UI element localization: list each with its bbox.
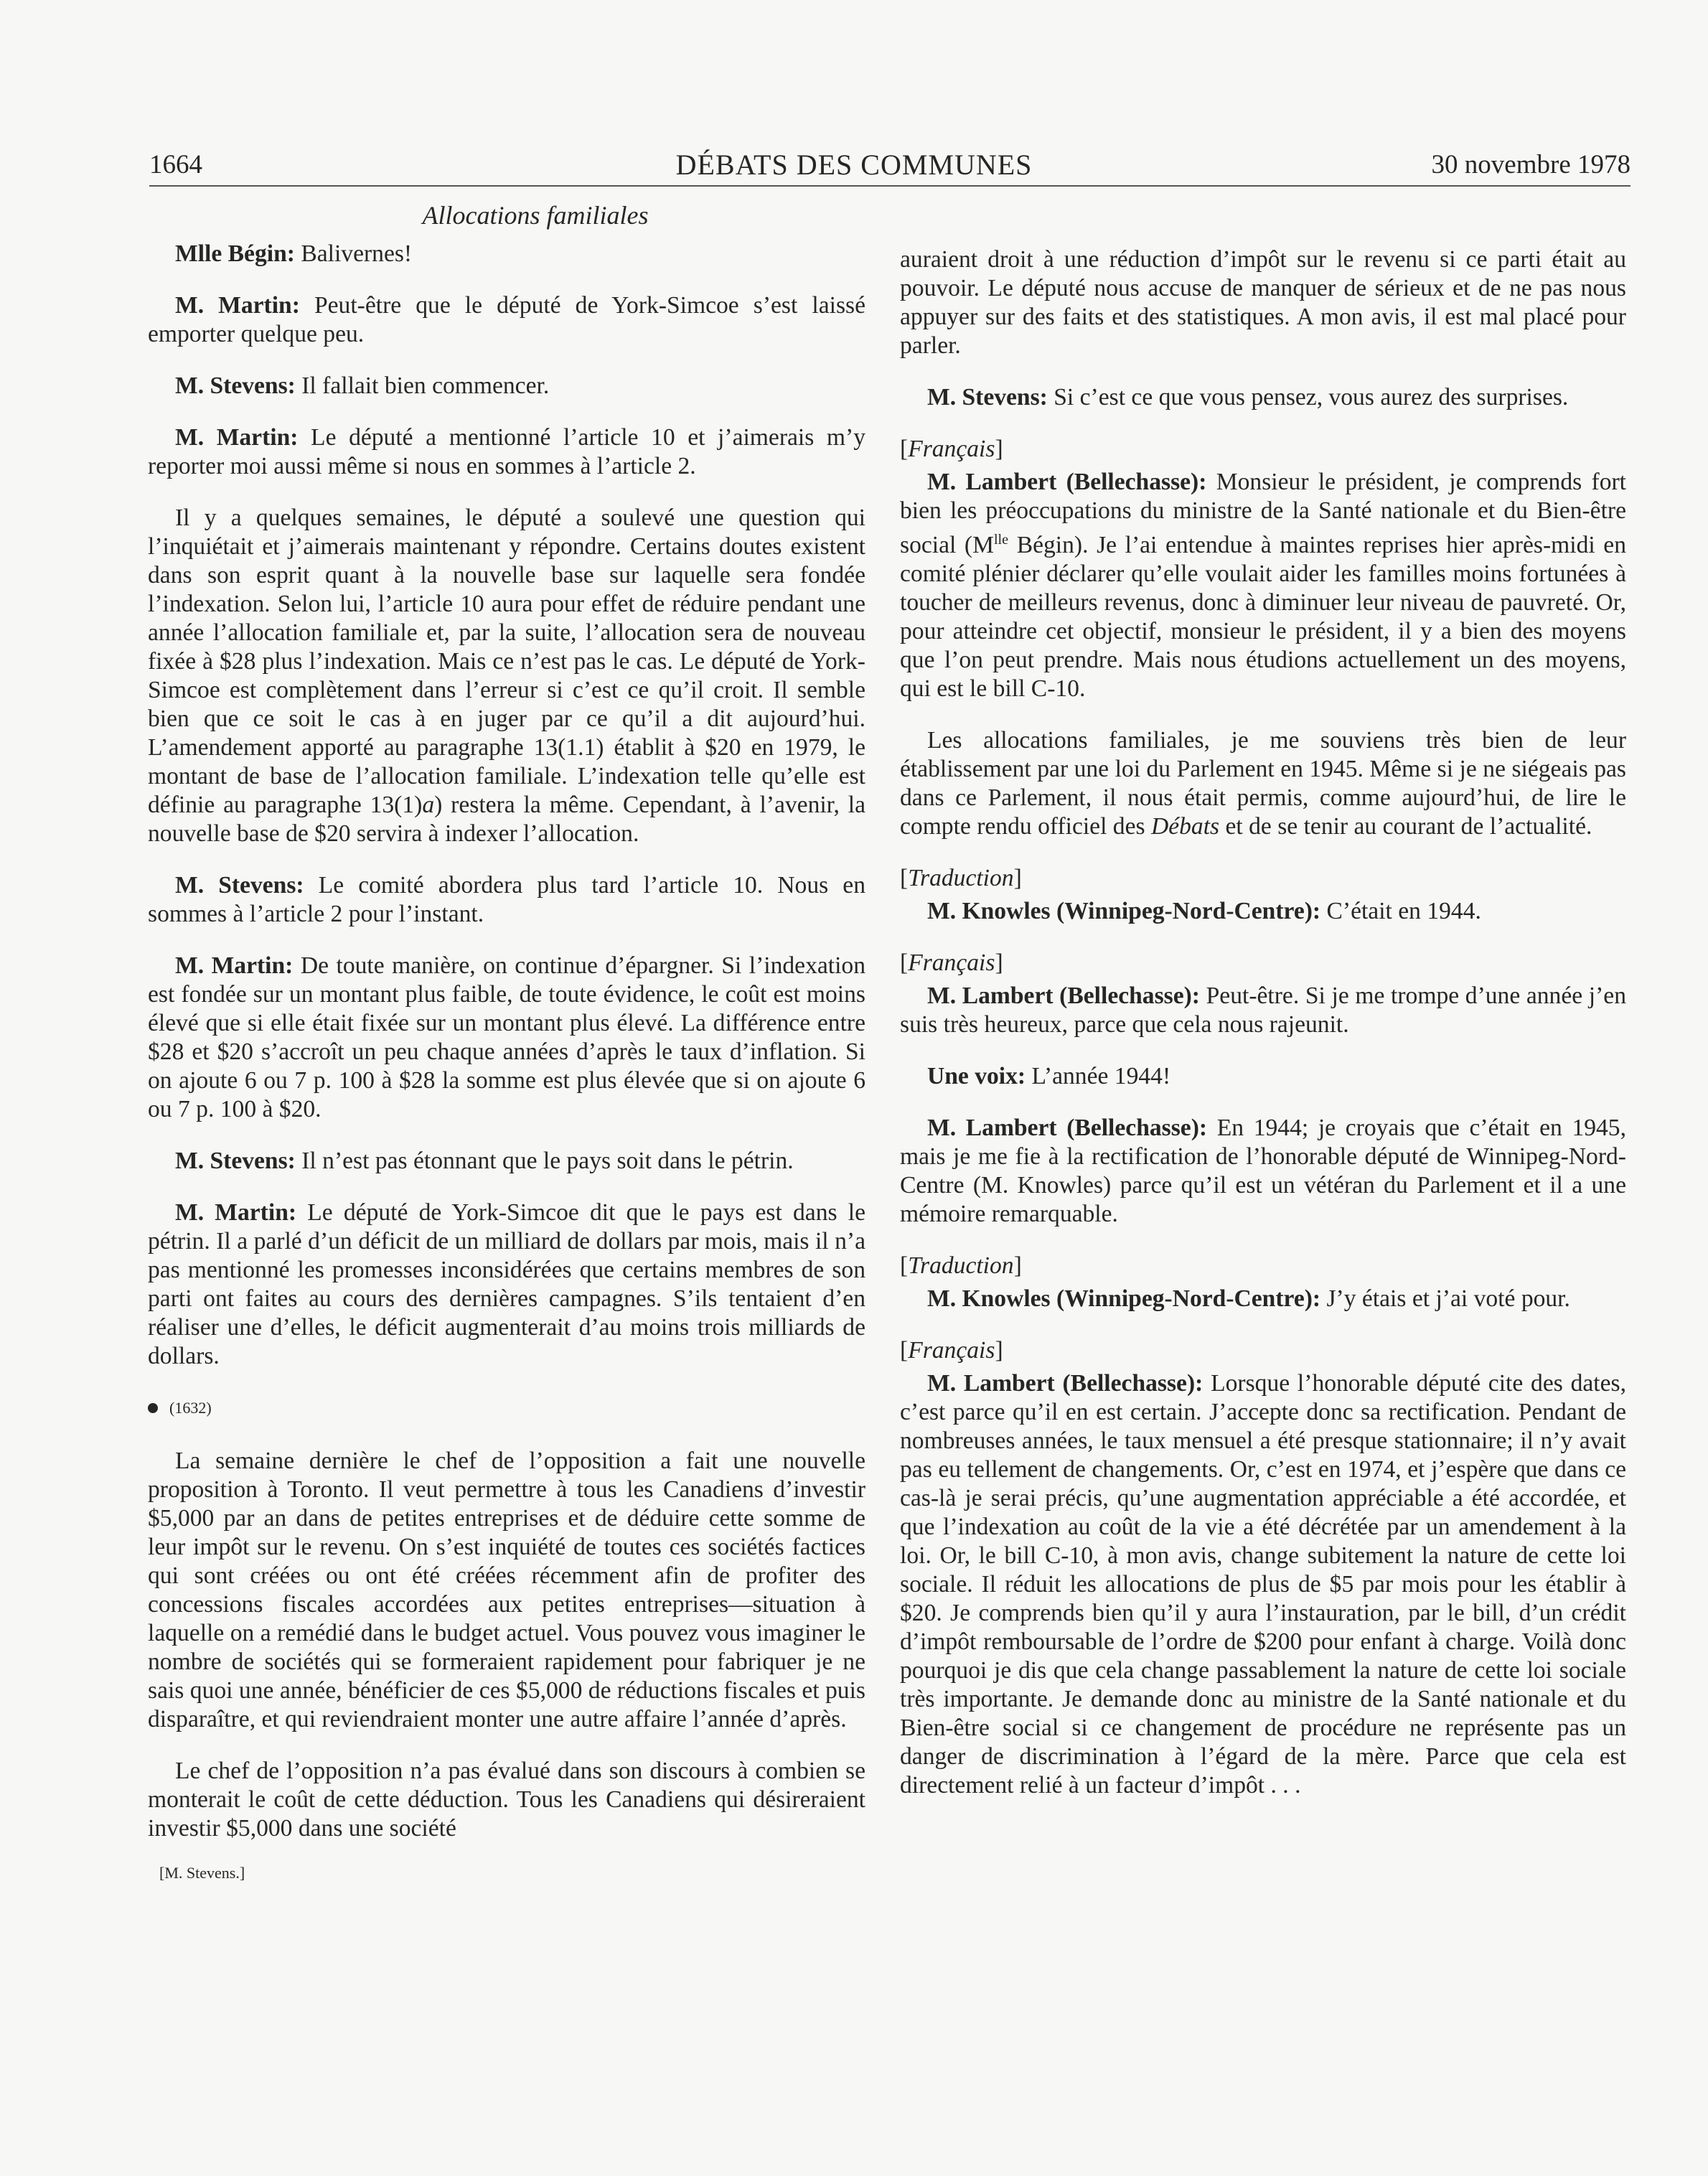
paragraph: M. Stevens: Il n’est pas étonnant que le pays soit dans le pétrin. xyxy=(175,1148,794,1174)
speaker: M. Lambert (Bellechasse): xyxy=(927,469,1207,495)
paragraph: M. Martin: Le député de York-Simcoe dit que le pays est dans le pétrin. Il a parlé d’un déficit de un milliard de dollars par mois, mais il n’a pas mentionné les promesses inconsidérées que certains membres de son parti ont faites au cours des dernières campagnes. S’ils tentaient d’en réaliser une d’elles, le déficit augmenterait d’au moins trois milliards de dollars. xyxy=(148,1199,865,1369)
language-tag: [Traduction] xyxy=(900,1252,1022,1280)
paragraph: auraient droit à une réduction d’impôt sur le revenu si ce parti était au pouvoir. Le député nous accuse de manquer de sérieux et de ne pas nous appuyer sur des faits et des statistiques. A mon avis, il est mal placé pour parler. xyxy=(900,246,1626,359)
speaker: M. Martin: xyxy=(175,424,299,451)
speaker: M. Martin: xyxy=(175,1199,297,1226)
paragraph: M. Martin: Peut-être que le député de York-Simcoe s’est laissé emporter quelque peu. xyxy=(148,292,865,347)
language-tag: [Traduction] xyxy=(900,865,1022,892)
speaker: M. Stevens: xyxy=(175,372,296,399)
page-number: 1664 xyxy=(149,150,202,179)
right-column xyxy=(900,245,1626,1823)
paragraph: M. Knowles (Winnipeg-Nord-Centre): C’était en 1944. xyxy=(927,898,1481,925)
speaker: M. Martin: xyxy=(175,952,294,979)
section-title: Allocations familiales xyxy=(422,201,649,230)
speaker: Une voix: xyxy=(927,1063,1026,1090)
paragraph: M. Martin: De toute manière, on continue d’épargner. Si l’indexation est fondée sur un montant plus faible, de toute évidence, le coût est moins élevé que si elle était fixée sur un montant plus élevé. La différence entre $28 et $20 s’accroît un peu chaque années d’après le taux d’inflation. Si on ajoute 6 ou 7 p. 100 à $28 la somme est plus élevée que si on ajoute 6 ou 7 p. 100 à $20. xyxy=(148,952,865,1122)
paragraph: M. Stevens: Le comité abordera plus tard l’article 10. Nous en sommes à l’article 2 pour l’instant. xyxy=(148,872,865,927)
paragraph: M. Lambert (Bellechasse): Lorsque l’honorable député cite des dates, c’est parce qu’il en est certain. J’accepte donc sa rectification. Pendant de nombreuses années, le taux mensuel a été presque stationnaire; il n’y avait pas eu tellement de changements. Or, c’est en 1974, et j’espère que dans ce cas-là je serai précis, qu’une augmentation appréciable a été accordée, et que l’indexation au coût de la vie a été décrétée par un amendement à la loi. Or, le bill C-10, à mon avis, change subitement la nature de cette loi sociale. Il réduit les allocations de plus de $5 par mois pour les établir à $20. Je comprends bien qu’il y aura l’instauration, par le bill, d’un crédit d’impôt remboursable de l’ordre de $200 pour enfant à charge. Voilà donc pourquoi je dis que cela change passablement la nature de cette loi sociale très importante. Je demande donc au ministre de la Santé nationale et du Bien-être social si ce changement de procédure ne représente pas un danger de discrimination à l’égard de la mère. Parce que cela est directement relié à un facteur d’impôt . . . xyxy=(900,1370,1626,1799)
paragraph: M. Stevens: Il fallait bien commencer. xyxy=(175,372,550,399)
paragraph: Il y a quelques semaines, le député a soulevé une question qui l’inquiétait et j’aimerais maintenant y répondre. Certains doutes existent dans son esprit quant à la nouvelle base sur laquelle sera fondée l’indexation. Selon lui, l’article 10 aura pour effet de réduire pendant une année l’allocation familiale et, par la suite, l’allocation sera de nouveau fixée à $28 plus l’indexation. Mais ce n’est pas le cas. Le député de York-Simcoe est complètement dans l’erreur si c’est ce qu’il croit. Il semble bien que ce soit le cas à en juger par ce qu’il a dit aujourd’hui. L’amendement apporté au paragraphe 13(1.1) établit à $20 en 1979, le montant de base de l’allocation familiale. L’indexation telle qu’elle est définie au paragraphe 13(1)a) restera la même. Cependant, à l’avenir, la nouvelle base de $20 servira à indexer l’allocation. xyxy=(148,505,865,847)
speaker: Mlle Bégin: xyxy=(175,240,295,267)
speaker: M. Knowles (Winnipeg-Nord-Centre): xyxy=(927,898,1321,925)
paragraph: Mlle Bégin: Balivernes! xyxy=(175,240,413,267)
paragraph: M. Lambert (Bellechasse): Peut-être. Si je me trompe d’une année j’en suis très heureux, parce que cela nous rajeunit. xyxy=(900,983,1626,1038)
time-marker: (1632) xyxy=(148,1394,865,1422)
running-title: DÉBATS DES COMMUNES xyxy=(675,149,1033,181)
speaker: M. Stevens: xyxy=(175,1148,296,1174)
paragraph: Les allocations familiales, je me souviens très bien de leur établissement par une loi du Parlement en 1945. Même si je ne siégeais pas dans ce Parlement, il nous était permis, comme aujourd’hui, de lire le compte rendu officiel des Débats et de se tenir au courant de l’actualité. xyxy=(900,727,1626,840)
paragraph: Une voix: L’année 1944! xyxy=(927,1063,1171,1090)
speaker: M. Stevens: xyxy=(927,384,1048,411)
paragraph: M. Lambert (Bellechasse): En 1944; je croyais que c’était en 1945, mais je me fie à la rectification de l’honorable député de Winnipeg-Nord-Centre (M. Knowles) parce qu’il est un vétéran du Parlement et il a une mémoire remarquable. xyxy=(900,1115,1626,1228)
speaker: M. Lambert (Bellechasse): xyxy=(927,983,1200,1010)
language-tag: [Français] xyxy=(900,949,1003,977)
paragraph: M. Knowles (Winnipeg-Nord-Centre): J’y étais et j’ai voté pour. xyxy=(927,1285,1570,1313)
page-date: 30 novembre 1978 xyxy=(1431,150,1630,179)
paragraph: M. Lambert (Bellechasse): Monsieur le président, je comprends fort bien les préoccupations du ministre de la Santé nationale et du Bien-être social ($M^{lle}$ Bégin). Je l’ai entendue à maintes reprises hier après-midi en comité plénier déclarer qu’elle voulait aider les familles moins fortunées à toucher de meilleurs revenus, donc à diminuer leur niveau de pauvreté. Or, pour atteindre cet objectif, monsieur le président, il y a bien des moyens que l’on peut prendre. Mais nous étudions actuellement un des moyens, qui est le bill C-10. xyxy=(900,469,1627,703)
speaker: M. Lambert (Bellechasse): xyxy=(927,1115,1208,1142)
header-rule xyxy=(149,185,1630,187)
language-tag: [Français] xyxy=(900,1337,1003,1364)
language-tag: [Français] xyxy=(900,436,1003,462)
speaker-footer: [M. Stevens.] xyxy=(159,1864,245,1882)
paragraph: M. Stevens: Si c’est ce que vous pensez, vous aurez des surprises. xyxy=(927,384,1569,411)
bullet-icon xyxy=(148,1403,158,1413)
left-column xyxy=(148,201,865,1887)
speaker: M. Lambert (Bellechasse): xyxy=(927,1370,1203,1397)
paragraph: M. Martin: Le député a mentionné l’article 10 et j’aimerais m’y reporter moi aussi même si nous en sommes à l’article 2. xyxy=(148,424,866,479)
paragraph: La semaine dernière le chef de l’opposition a fait une nouvelle proposition à Toronto. Il veut permettre à tous les Canadiens d’investir $5,000 par an dans de petites entreprises et de déduire cette somme de leur impôt sur le revenu. On s’est inquiété de toutes ces sociétés factices qui sont créées ou ont été créées récemment afin de profiter des concessions fiscales accordées aux petites entreprises—situation à laquelle on a remédié dans le budget actuel. Vous pouvez vous imaginer le nombre de sociétés qui se formeraient rapidement pour fabriquer je ne sais quoi une année, bénéficier de ces $5,000 de réductions fiscales et puis disparaître, et qui reviendraient monter une autre affaire l’année d’après. xyxy=(148,1448,865,1732)
paragraph: Le chef de l’opposition n’a pas évalué dans son discours à combien se monterait le coût de cette déduction. Tous les Canadiens qui désireraient investir $5,000 dans une société xyxy=(148,1758,865,1842)
speaker: M. Martin: xyxy=(175,292,300,319)
speaker: M. Knowles (Winnipeg-Nord-Centre): xyxy=(927,1285,1321,1313)
speaker: M. Stevens: xyxy=(175,872,304,899)
